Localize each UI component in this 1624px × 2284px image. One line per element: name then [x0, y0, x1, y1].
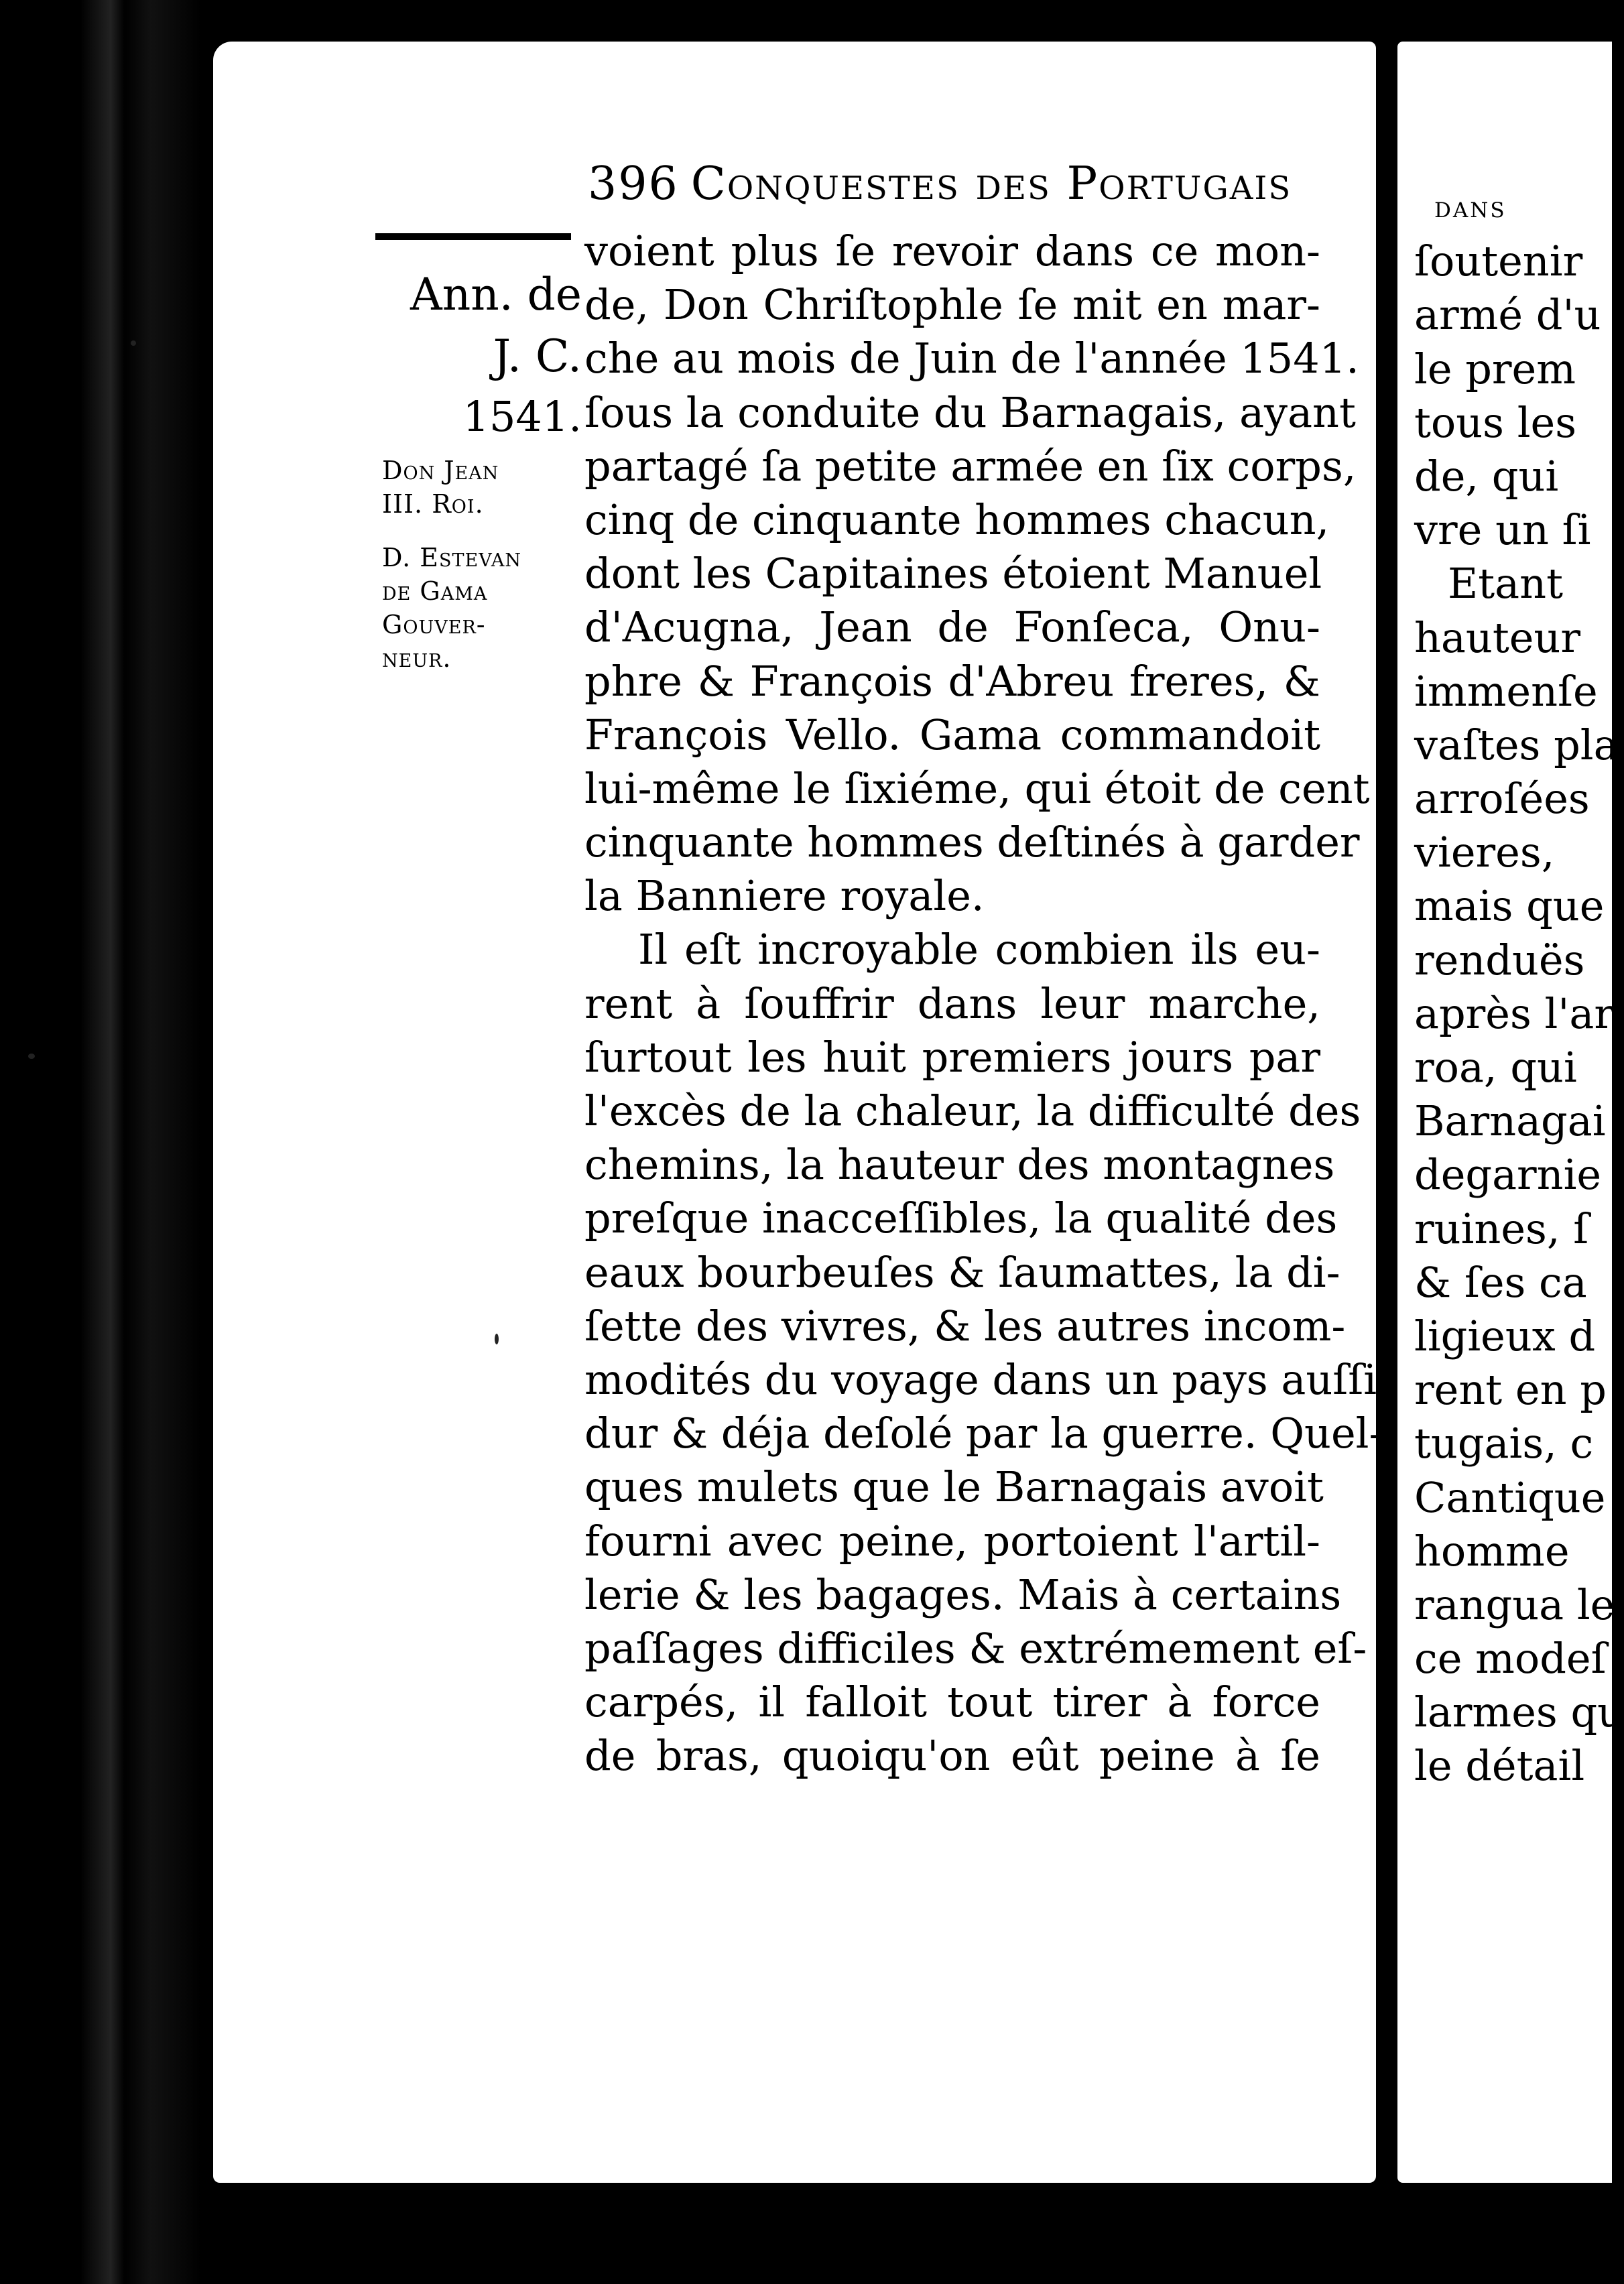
book-binding-edge [0, 0, 201, 2284]
text-line: vre un ſi [1414, 505, 1591, 555]
text-line: le prem [1414, 344, 1576, 393]
text-line: la Banniere royale. [584, 871, 985, 921]
text-line: vaſtes pla [1414, 720, 1619, 769]
text-line: ques mulets que le Barnagais avoit [584, 1462, 1324, 1512]
margin-note-line: neur. [382, 643, 452, 673]
text-line: modités du voyage dans un pays auſſi [584, 1354, 1377, 1404]
text-line: immenſe [1414, 666, 1598, 716]
text-line: homme [1414, 1526, 1570, 1576]
margin-note-line: Don Jean [382, 456, 499, 485]
text-line: eaux bourbeuſes & ſaumattes, la di- [584, 1247, 1340, 1297]
text-line: rangua le [1414, 1580, 1615, 1629]
text-line: & ſes ca [1414, 1257, 1587, 1307]
text-line: cinquante hommes deſtinés à garder [584, 818, 1360, 867]
text-line: ſurtout les huit premiers jours par [584, 1032, 1320, 1082]
margin-year: 1541. [462, 392, 582, 441]
text-line: Barnagai [1414, 1096, 1606, 1146]
text-line: renduës [1414, 935, 1585, 985]
body-text [584, 225, 1383, 1783]
text-line: preſque inacceſſibles, la qualité des [584, 1194, 1338, 1243]
text-line: arroſées [1414, 774, 1590, 824]
text-line: hauteur [1414, 613, 1580, 662]
margin-note-line: Gouver- [382, 610, 486, 639]
text-line: ſoutenir [1414, 237, 1583, 286]
text-line: Il eſt incroyable combien ils eu- [638, 925, 1320, 974]
margin-era-label: J. C. [493, 330, 582, 382]
text-line: Cantique [1414, 1472, 1606, 1522]
text-line: phre & François d'Abreu freres, & [584, 656, 1320, 706]
text-line: de, Don Chriſtophle ſe mit en mar- [584, 280, 1320, 330]
ink-speck [28, 1054, 35, 1059]
page-number: 396 [588, 157, 679, 210]
text-line: l'excès de la chaleur, la difficulté des [584, 1086, 1361, 1135]
text-line: rent à ſouffrir dans leur marche, [584, 978, 1320, 1028]
text-line: voient plus ſe revoir dans ce mon- [584, 227, 1320, 275]
text-line: ſette des vivres, & les autres incom- [584, 1301, 1346, 1350]
margin-note-king [382, 454, 583, 521]
right-page-text [1414, 181, 1624, 1793]
running-head-title: Conquestes des Portugais [690, 157, 1292, 210]
text-line: ligieux d [1414, 1311, 1596, 1360]
text-line: degarnie [1414, 1150, 1602, 1200]
margin-note-governor [382, 541, 583, 675]
margin-note-line: III. Roi. [382, 489, 484, 519]
text-line: partagé ſa petite armée en ſix corps, [584, 441, 1357, 491]
text-line: rent en p [1414, 1365, 1607, 1415]
margin-note-line: de Gama [382, 576, 488, 606]
ink-speck [131, 340, 136, 346]
ink-speck [495, 1334, 499, 1344]
running-header [588, 154, 1315, 214]
text-line: lui-même le ſixiéme, qui étoit de cent [584, 763, 1370, 813]
text-line: vieres, [1414, 828, 1555, 877]
right-page-running-head: dans [1434, 190, 1507, 225]
margin-note-line: D. Estevan [382, 543, 522, 572]
text-line: paſſages difficiles & extrémement eſ- [584, 1623, 1367, 1673]
text-line: Etant [1448, 559, 1563, 609]
text-line: tugais, c [1414, 1419, 1594, 1468]
text-line: carpés, il falloit tout tirer à force [584, 1677, 1320, 1727]
text-line: dont les Capitaines étoient Manuel [584, 549, 1322, 598]
text-line: che au mois de Juin de l'année 1541. [584, 334, 1359, 383]
text-line: larmes qu [1414, 1688, 1624, 1737]
text-line: ruines, ſ [1414, 1204, 1589, 1253]
text-line: mais que [1414, 881, 1605, 931]
text-line: de bras, quoiqu'on eût peine à ſe [584, 1731, 1320, 1781]
text-line: roa, qui [1414, 1043, 1577, 1092]
text-line: armé d'u [1414, 290, 1601, 340]
text-line: ſous la conduite du Barnagais, ayant [584, 387, 1356, 437]
text-line: le détail [1414, 1741, 1585, 1791]
margin-rule [375, 233, 571, 240]
text-line: chemins, la hauteur des montagnes [584, 1140, 1335, 1190]
text-line: dur & déja deſolé par la guerre. Quel- [584, 1409, 1383, 1458]
text-line: lerie & les bagages. Mais à certains [584, 1570, 1342, 1619]
text-line: d'Acugna, Jean de Fonſeca, Onu- [584, 602, 1320, 652]
text-line: tous les [1414, 397, 1577, 447]
margin-year-label: Ann. de [410, 269, 582, 320]
text-line: fourni avec peine, portoient l'artil- [584, 1516, 1320, 1566]
text-line: cinq de cinquante hommes chacun, [584, 495, 1330, 544]
text-line: ce modeſ [1414, 1634, 1607, 1684]
text-line: François Vello. Gama commandoit [584, 710, 1320, 759]
text-line: de, qui [1414, 451, 1559, 501]
text-line: après l'ar [1414, 989, 1614, 1038]
